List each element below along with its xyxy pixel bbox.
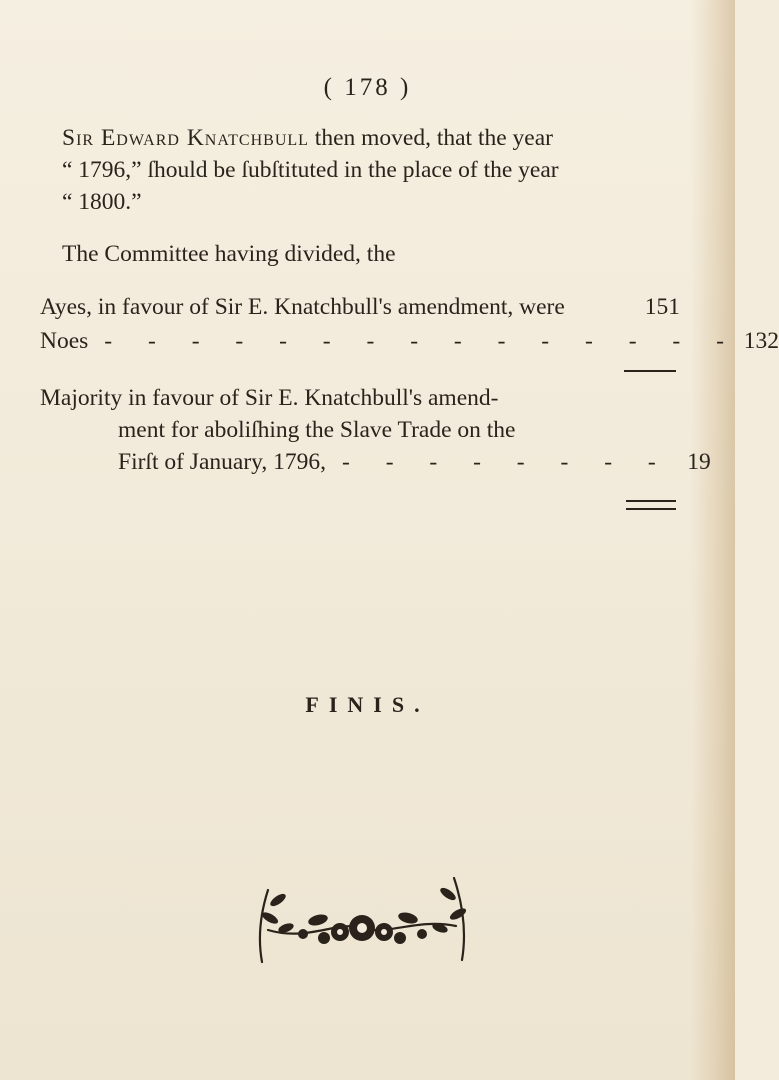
majority-leader: - - - - - - - - <box>342 449 671 475</box>
speaker-name: Sir Edward Knatchbull <box>62 125 309 151</box>
vote-table <box>40 290 779 358</box>
sum-rule <box>624 370 676 372</box>
page-number: ( 178 ) <box>323 74 412 101</box>
vote-label-ayes: Ayes, in favour of Sir E. Knatchbull's amendment, were <box>40 294 565 320</box>
majority-line-1: Majority in favour of Sir E. Knatchbull's amend- <box>40 385 499 411</box>
motion-line-3: “ 1800.” <box>62 189 142 215</box>
vote-leader-noes: - - - - - - - - - - - - - - - <box>104 328 739 354</box>
floral-tailpiece-ornament <box>248 870 476 966</box>
motion-line-1-rest: then moved, that the year <box>308 125 553 151</box>
motion-line-2: “ 1796,” ſhould be ſubſtituted in the place of the year <box>62 157 559 183</box>
majority-line-3-text: Firſt of January, 1796, <box>118 449 326 475</box>
paragraph-division: The Committee having divided, the <box>62 241 396 267</box>
vote-row-noes <box>40 324 779 358</box>
majority-line-2: ment for aboliſhing the Slave Trade on the <box>118 417 516 443</box>
majority-paragraph <box>40 382 711 478</box>
majority-line-3 <box>40 446 711 478</box>
vote-label-noes: Noes <box>40 328 89 354</box>
majority-count: 19 <box>687 449 711 475</box>
vote-count-noes: 132 <box>743 328 779 354</box>
motion-line-1 <box>62 122 684 154</box>
finis-heading: FINIS. <box>305 692 430 717</box>
vote-count-ayes: 151 <box>644 294 680 320</box>
total-double-rule <box>626 500 676 510</box>
vote-row-ayes <box>40 290 680 324</box>
paragraph-motion <box>62 122 684 218</box>
